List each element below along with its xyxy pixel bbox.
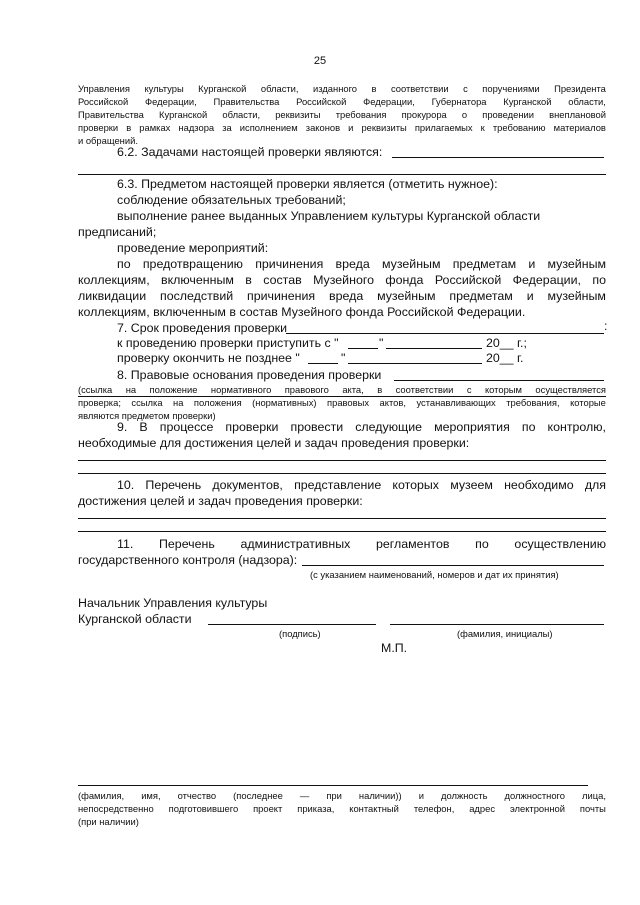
footer-note-line-2	[78, 803, 606, 814]
word: положения	[193, 397, 242, 408]
footer-fill-line	[78, 785, 588, 786]
word: 10.	[117, 478, 135, 492]
word: предметам	[452, 257, 517, 271]
word: приказа,	[297, 803, 335, 814]
word: включенным	[161, 273, 234, 287]
item-7-start-quote: "	[379, 336, 384, 350]
item-7-start-year: 20__ г.;	[486, 336, 527, 350]
word: нормативного	[210, 384, 272, 395]
word: Губернатора	[431, 96, 487, 107]
word: предотвращению	[142, 257, 243, 271]
word: Музейного	[313, 273, 374, 287]
word: внеплановой	[549, 109, 606, 120]
word: 9.	[117, 420, 128, 434]
word: прилагаемых	[414, 122, 473, 133]
item-9-line-1	[117, 420, 606, 434]
word: в	[371, 83, 377, 94]
word: и	[526, 289, 534, 303]
word: контактный	[349, 803, 399, 814]
word: по	[592, 273, 606, 287]
item-11-fill-line	[302, 565, 604, 566]
word: представление	[294, 478, 382, 492]
word: регламентов	[376, 537, 450, 551]
word: положение	[149, 384, 198, 395]
word: провести	[290, 420, 344, 434]
word: Курганской	[198, 83, 247, 94]
word: и	[348, 122, 354, 133]
word: по	[475, 537, 489, 551]
word: Российской	[296, 96, 347, 107]
word: электронной	[509, 803, 565, 814]
word: Правительства	[213, 96, 280, 107]
word: Курганской	[503, 96, 552, 107]
word: коллекциям,	[78, 273, 150, 287]
word: рамках	[139, 122, 171, 133]
word: ссылка	[131, 397, 163, 408]
item-6-2-fill-line	[392, 157, 604, 158]
word: имя,	[141, 790, 161, 801]
word: Президента	[554, 83, 606, 94]
word: 11.	[117, 537, 134, 551]
word: последствий	[160, 289, 234, 303]
word: административных	[240, 537, 351, 551]
word: о	[461, 109, 468, 120]
item-11-line-1	[117, 537, 606, 551]
footer-note-line-1	[78, 790, 606, 801]
word: непосредственно	[78, 803, 154, 814]
word: исполнением	[239, 122, 298, 133]
word: причинения	[247, 289, 316, 303]
item-6-3-heading: 6.3. Предметом настоящей проверки является (отметить нужное):	[117, 177, 498, 191]
word: которых	[392, 478, 440, 492]
word: музейным	[547, 257, 606, 271]
word: области,	[222, 109, 261, 120]
item-10-line-2: достижения целей и задач проведения проверки:	[78, 494, 363, 508]
signature-name-line	[390, 624, 604, 625]
item-6-3-option-3: проведение мероприятий:	[117, 241, 269, 255]
word: музеем	[450, 478, 493, 492]
item-8-fill-line	[394, 380, 604, 381]
word: устанавливающих	[416, 397, 496, 408]
item-6-2-heading: 6.2. Задачами настоящей проверки являются:	[117, 145, 383, 159]
item-7-end-year: 20__ г.	[486, 351, 524, 365]
intro-line-3	[78, 109, 606, 120]
word: осуществлению	[514, 537, 606, 551]
word: фонда	[385, 273, 424, 287]
item-11-note: (с указанием наименований, номеров и дат их принятия)	[310, 569, 559, 580]
item-6-2-fill-line-2	[78, 174, 606, 175]
word: предметам	[449, 289, 513, 303]
word: требования,	[506, 397, 560, 408]
item-8-note-line-1	[78, 384, 606, 395]
word: причинения	[255, 257, 324, 271]
word: ликвидации	[78, 289, 147, 303]
item-9-fill-line-2	[78, 473, 606, 474]
item-7-end-day-line	[308, 363, 338, 364]
item-8-note-line-2	[78, 397, 606, 408]
item-10-fill-line-2	[78, 531, 606, 532]
word: в	[245, 273, 252, 287]
word: Перечень	[159, 537, 215, 551]
signature-title-line-1: Начальник Управления культуры	[78, 596, 268, 610]
item-11-line-2: государственного контроля (надзора):	[78, 553, 298, 567]
word: акта,	[342, 384, 364, 395]
word: и	[418, 790, 424, 801]
word: требованию	[492, 122, 546, 133]
signature-title-line-2: Курганской области	[78, 612, 192, 626]
item-6-3-para-line-2	[78, 273, 606, 287]
footer-note-line-3: (при наличии)	[78, 816, 139, 827]
intro-line-4	[78, 122, 606, 133]
item-7-fill-line	[286, 333, 604, 334]
word: контролю,	[547, 420, 606, 434]
word: прокурора	[401, 109, 447, 120]
item-9-line-2: необходимые для достижения целей и задач проведения проверки:	[78, 436, 470, 450]
word: мероприятия	[434, 420, 510, 434]
item-6-3-option-2: выполнение ранее выданных Управлением культуры Курганской области	[117, 209, 541, 223]
word: области,	[568, 96, 606, 107]
intro-line-5: и обращений.	[78, 135, 138, 146]
word: на	[173, 397, 184, 408]
item-7-end-quote: "	[341, 351, 346, 365]
word: подготовившего	[168, 803, 239, 814]
item-6-3-para-line-3	[78, 289, 606, 303]
word: должность	[441, 790, 488, 801]
word: реквизиты	[275, 109, 321, 120]
word: проверка;	[78, 397, 121, 408]
word: состав	[263, 273, 302, 287]
item-8-note-line-3: являются предметом проверки)	[78, 410, 216, 421]
word: правовых	[327, 397, 370, 408]
word: телефон,	[413, 803, 455, 814]
item-6-3-option-1: соблюдение обязательных требований;	[117, 193, 346, 207]
word: —	[299, 790, 310, 801]
word: вреда	[329, 289, 364, 303]
intro-line-2	[78, 96, 606, 107]
word: вреда	[335, 257, 370, 271]
word: области,	[260, 83, 299, 94]
item-7-end-month-line	[348, 363, 482, 364]
item-7-heading: 7. Срок проведения проверки	[117, 321, 288, 335]
word: Федерации,	[363, 96, 415, 107]
word: по	[521, 420, 536, 434]
item-7-start-label: к проведению проверки приступить с "	[117, 336, 339, 350]
item-6-3-para-line-1	[117, 257, 606, 271]
word: музейным	[547, 289, 606, 303]
word: наличии))	[358, 790, 402, 801]
word: Управления	[78, 83, 130, 94]
word: должностного	[504, 790, 565, 801]
word: за	[222, 122, 232, 133]
word: В	[139, 420, 148, 434]
word: в	[126, 122, 132, 133]
word: документов,	[212, 478, 283, 492]
word: материалов	[553, 122, 606, 133]
word: проверки	[78, 122, 119, 133]
word: отчество	[177, 790, 217, 801]
item-9-fill-line-1	[78, 460, 606, 461]
word: по	[117, 257, 131, 271]
word: адрес	[469, 803, 496, 814]
seal-mark: М.П.	[381, 641, 408, 655]
word: почты	[579, 803, 606, 814]
word: музейным	[377, 289, 436, 303]
word: лица,	[582, 790, 606, 801]
item-6-3-option-2-cont: предписаний;	[78, 225, 157, 239]
item-10-fill-line-1	[78, 518, 606, 519]
word: осуществляется	[535, 384, 606, 395]
word: реквизиты	[361, 122, 407, 133]
word: изданного	[313, 83, 358, 94]
item-7-colon: :	[604, 319, 608, 333]
word: надзора	[178, 122, 215, 133]
word: законов	[305, 122, 341, 133]
word: с	[463, 83, 468, 94]
word: (фамилия,	[78, 790, 125, 801]
word: (нормативных)	[252, 397, 317, 408]
word: Российской	[434, 273, 502, 287]
intro-line-1	[78, 83, 606, 94]
word: поручениями	[482, 83, 540, 94]
item-7-start-month-line	[386, 348, 482, 349]
page-number: 25	[313, 55, 327, 67]
word: и	[528, 257, 536, 271]
word: с	[466, 384, 472, 395]
word: проведении	[482, 109, 534, 120]
word: необходимо	[504, 478, 574, 492]
word: Перечень	[145, 478, 202, 492]
word: к	[480, 122, 485, 133]
item-10-line-1	[117, 478, 606, 492]
word: следующие	[355, 420, 423, 434]
word: проект	[253, 803, 283, 814]
word: культуры	[144, 83, 184, 94]
signature-name-caption: (фамилия, инициалы)	[457, 628, 553, 639]
signature-sign-line	[208, 624, 376, 625]
word: проверки	[225, 420, 279, 434]
word: (последнее	[233, 790, 283, 801]
word: правового	[284, 384, 329, 395]
signature-sign-caption: (подпись)	[279, 628, 321, 639]
word: Курганской	[159, 109, 208, 120]
word: на	[125, 384, 137, 395]
word: требования	[335, 109, 387, 120]
word: (ссылка	[78, 384, 113, 395]
word: Федерации,	[145, 96, 197, 107]
item-6-3-para-line-4: коллекциям, включенным в состав Музейного фонда Российской Федерации.	[78, 305, 526, 319]
word: Правительства	[78, 109, 144, 120]
word: Российской	[78, 96, 129, 107]
word: в	[377, 384, 383, 395]
item-7-end-label: проверку окончить не позднее "	[117, 351, 300, 365]
word: процессе	[159, 420, 214, 434]
word: соответствии	[390, 83, 449, 94]
word: которым	[484, 384, 522, 395]
word: Федерации,	[512, 273, 581, 287]
word: при	[326, 790, 342, 801]
word: для	[584, 478, 606, 492]
word: соответствии	[395, 384, 454, 395]
word: музейным	[382, 257, 441, 271]
word: которые	[570, 397, 606, 408]
item-7-start-day-line	[348, 348, 378, 349]
item-8-heading: 8. Правовые основания проведения проверки	[117, 368, 382, 382]
word: актов,	[379, 397, 406, 408]
